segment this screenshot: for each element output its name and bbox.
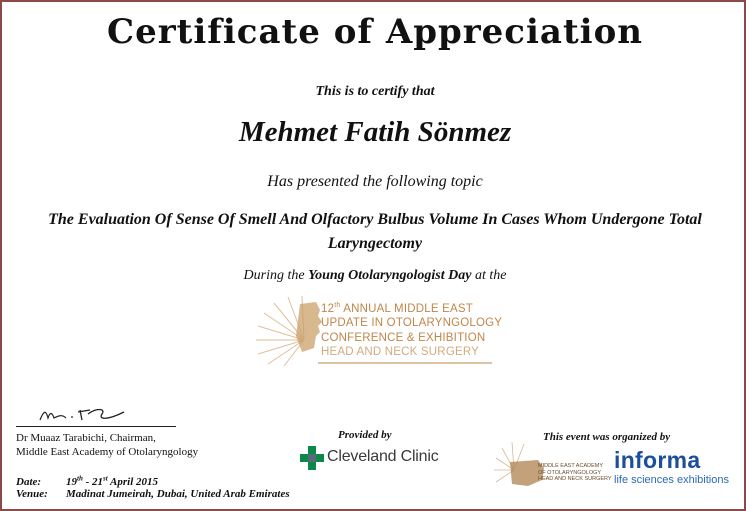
provided-by-label: Provided by xyxy=(338,429,392,441)
cleveland-clinic-logo-text: Cleveland Clinic xyxy=(327,448,439,465)
venue-value: Madinat Jumeirah, Dubai, United Arab Emirates xyxy=(66,488,290,500)
head-profile-icon xyxy=(296,302,322,352)
venue-label: Venue: xyxy=(16,488,48,500)
signature-image xyxy=(36,402,136,426)
informa-logo-text: informa xyxy=(614,447,701,473)
event-prefix: During the xyxy=(243,268,305,283)
conference-line-3: CONFERENCE & EXHIBITION xyxy=(321,331,486,344)
cleveland-clinic-icon xyxy=(300,446,324,470)
conference-line-4: HEAD AND NECK SURGERY xyxy=(321,346,479,359)
presented-line: Has presented the following topic xyxy=(267,173,483,190)
date-row xyxy=(16,474,158,488)
academy-logo-text: MIDDLE EAST ACADEMY OF OTOLARYNGOLOGY HEAD AND NECK SURGERY xyxy=(538,463,612,482)
recipient-name: Mehmet Fatih Sönmez xyxy=(238,116,512,148)
venue-row xyxy=(16,488,290,500)
signer-block xyxy=(16,431,256,459)
topic-title: The Evaluation Of Sense Of Smell And Olfactory Bulbus Volume In Cases Whom Undergone Total Laryngectomy xyxy=(48,211,702,252)
signature-line xyxy=(16,426,176,427)
conference-line-1: 12th ANNUAL MIDDLE EAST xyxy=(321,302,473,315)
certify-line: This is to certify that xyxy=(315,84,435,99)
conference-logo-text xyxy=(321,299,521,360)
date-label: Date: xyxy=(16,475,42,488)
date-value: 19th - 21st April 2015 xyxy=(66,474,159,488)
event-line xyxy=(2,268,746,284)
event-name: Young Otolaryngologist Day xyxy=(308,268,472,283)
conference-line-2: UPDATE IN OTOLARYNGOLOGY xyxy=(321,317,503,330)
informa-tagline: life sciences exhibitions xyxy=(614,474,729,486)
signer-name: Dr Muaaz Tarabichi, Chairman, xyxy=(16,432,156,444)
signer-organization: Middle East Academy of Otolaryngology xyxy=(16,446,199,458)
event-suffix: at the xyxy=(474,268,507,283)
certificate-title: Certificate of Appreciation xyxy=(107,12,643,52)
organized-by-label: This event was organized by xyxy=(543,431,671,443)
